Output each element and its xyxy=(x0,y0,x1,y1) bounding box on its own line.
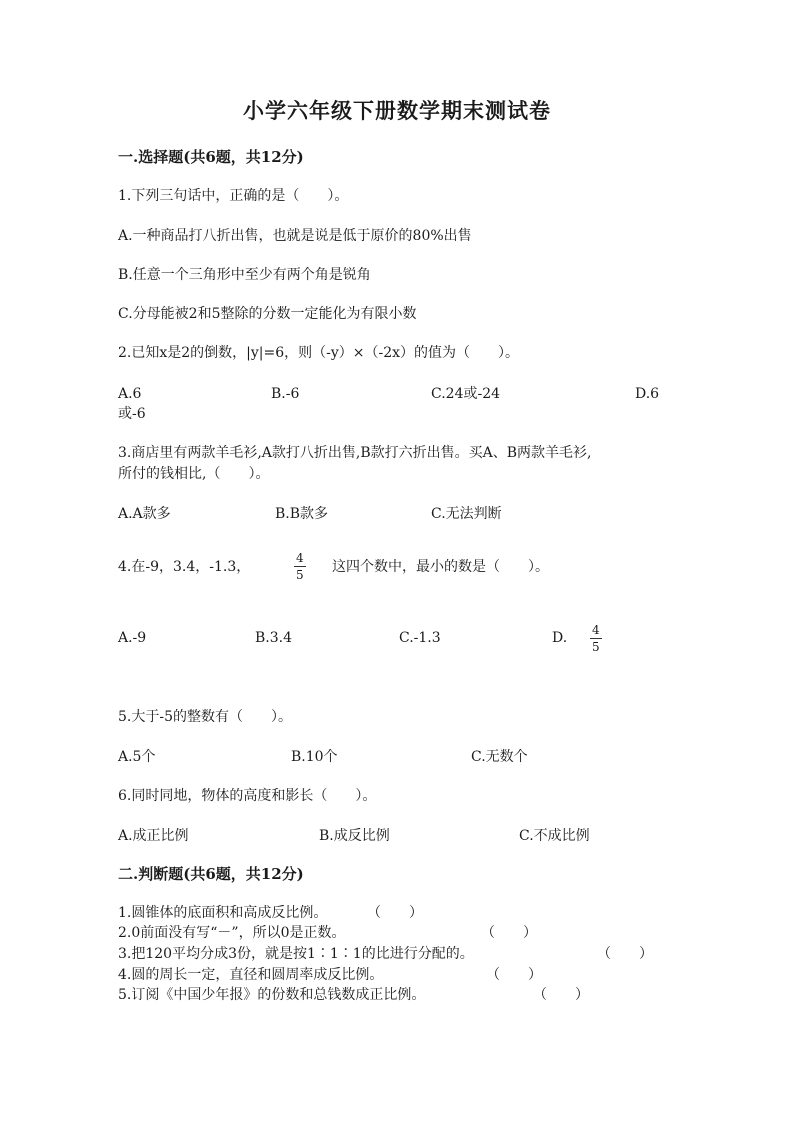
question-6-option-a: A.成正比例 xyxy=(118,828,189,844)
question-5-option-a: A.5个 xyxy=(118,749,156,765)
fraction-bar xyxy=(590,638,602,639)
judge-item-5-text: 5.订阅《中国少年报》的份数和总钱数成正比例。 xyxy=(118,987,426,1003)
fraction-denominator: 5 xyxy=(296,568,304,582)
question-4-stem-after: 这四个数中，最小的数是（ ）。 xyxy=(332,559,549,575)
judge-item-2-paren: （ ） xyxy=(481,925,537,941)
fraction-bar xyxy=(294,566,306,567)
page-title: 小学六年级下册数学期末测试卷 xyxy=(243,98,551,123)
judge-item-4-text: 4.圆的周长一定，直径和圆周率成反比例。 xyxy=(118,967,384,983)
judge-item-1-text: 1.圆锥体的底面积和高成反比例。 xyxy=(118,905,328,921)
question-2-option-b: B.-6 xyxy=(271,386,300,402)
judge-item-5-paren: （ ） xyxy=(533,987,589,1003)
question-1-option-a: A.一种商品打八折出售，也就是说是低于原价的80%出售 xyxy=(118,228,472,244)
question-4-stem-before: 4.在-9，3.4，-1.3， xyxy=(118,559,251,575)
judge-item-4-paren: （ ） xyxy=(486,967,542,983)
question-4-option-d-fraction xyxy=(590,624,602,653)
question-4-option-d: D. xyxy=(552,630,568,646)
judge-item-1-paren: （ ） xyxy=(367,905,423,921)
question-2-option-c: C.24或-24 xyxy=(431,386,501,402)
question-2-option-d: D.6 xyxy=(635,386,660,402)
question-6-stem: 6.同时同地，物体的高度和影长（ ）。 xyxy=(118,788,377,804)
question-1-option-c: C.分母能被2和5整除的分数一定能化为有限小数 xyxy=(118,306,417,322)
section-1-heading: 一.选择题(共6题，共12分) xyxy=(118,148,304,166)
question-5-option-c: C.无数个 xyxy=(471,749,528,765)
question-3-option-c: C.无法判断 xyxy=(431,506,502,522)
question-3-stem-line1: 3.商店里有两款羊毛衫,A款打八折出售,B款打六折出售。买A、B两款羊毛衫, xyxy=(118,445,592,461)
question-4-option-b: B.3.4 xyxy=(255,630,293,646)
question-2-option-a: A.6 xyxy=(118,386,142,402)
question-3-stem-line2: 所付的钱相比,（ ）。 xyxy=(118,466,270,482)
question-6-option-b: B.成反比例 xyxy=(319,828,390,844)
question-3-option-b: B.B款多 xyxy=(275,506,329,522)
question-2-stem: 2.已知x是2的倒数，|y|=6，则（-y）×（-2x）的值为（ ）。 xyxy=(118,345,520,361)
section-2-heading: 二.判断题(共6题，共12分) xyxy=(118,865,304,883)
question-6-option-c: C.不成比例 xyxy=(519,828,590,844)
question-5-stem: 5.大于-5的整数有（ ）。 xyxy=(118,709,292,725)
fraction-denominator: 5 xyxy=(592,640,600,654)
fraction-numerator: 4 xyxy=(592,623,600,637)
judge-item-2-text: 2.0前面没有写“－”，所以0是正数。 xyxy=(118,925,346,941)
fraction-numerator: 4 xyxy=(296,551,304,565)
question-1-option-b: B.任意一个三角形中至少有两个角是锐角 xyxy=(118,267,371,283)
judge-item-3-text: 3.把120平均分成3份，就是按1∶1∶1的比进行分配的。 xyxy=(118,946,474,962)
question-2-option-d-wrap: 或-6 xyxy=(118,406,146,422)
question-4-option-a: A.-9 xyxy=(118,630,147,646)
judge-item-3-paren: （ ） xyxy=(597,946,653,962)
question-4-option-c: C.-1.3 xyxy=(399,630,441,646)
question-3-option-a: A.A款多 xyxy=(118,506,171,522)
question-5-option-b: B.10个 xyxy=(291,749,338,765)
question-4-fraction xyxy=(294,552,306,581)
question-1-stem: 1.下列三句话中，正确的是（ ）。 xyxy=(118,188,349,204)
